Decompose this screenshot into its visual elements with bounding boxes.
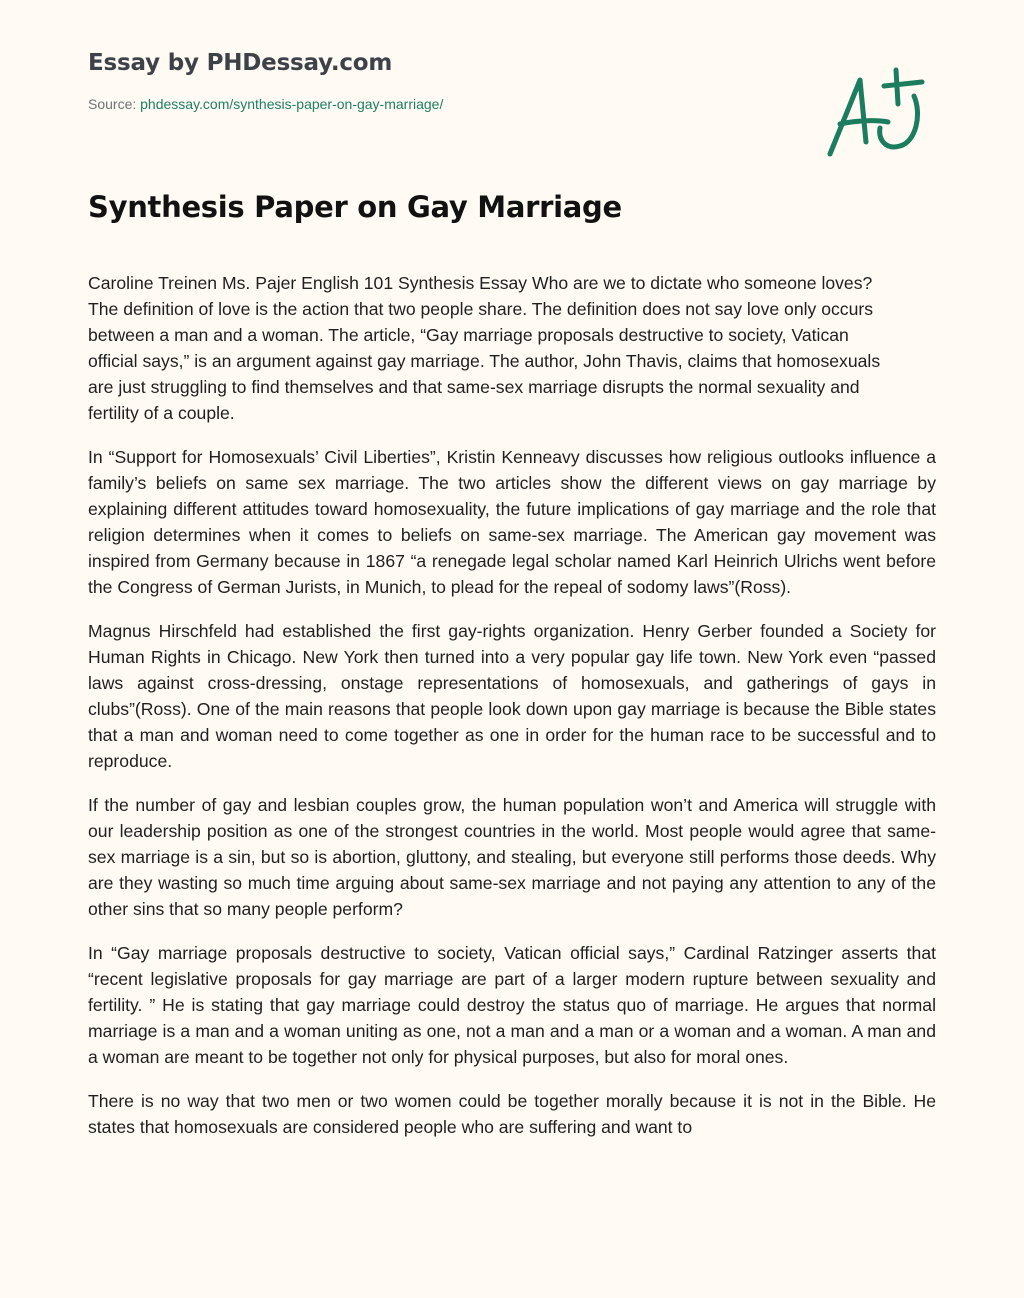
essay-paragraph: If the number of gay and lesbian couples grow, the human population won’t and America will struggle with our leadership position as one of the strongest countries in the world. Most people would agree that same-sex marriage is a sin, but so is abortion, gluttony, and stealing, but everyone still performs those deeds. Why are they wasting so much time arguing about same-sex marriage and not paying any attention to any of the other sins that so many people perform? [88, 795, 936, 919]
site-brand: Essay by PHDessay.com [88, 50, 393, 76]
a-plus-grade-icon [818, 62, 938, 162]
page-header [88, 50, 443, 112]
essay-body [88, 270, 936, 1158]
source-link[interactable]: phdessay.com/synthesis-paper-on-gay-marriage/ [140, 96, 444, 112]
source-label: Source: [88, 96, 141, 112]
essay-paragraph: Caroline Treinen Ms. Pajer English 101 Synthesis Essay Who are we to dictate who someone loves? The definition of love is the action that two people share. The definition does not say love only occurs between a man and a woman. The article, “Gay marriage proposals destructive to society, Vatican official says,” is an argument against gay marriage. The author, John Thavis, claims that homosexuals are just struggling to find themselves and that same-sex marriage disrupts the normal sexuality and fertility of a couple. [88, 273, 881, 423]
essay-paragraph: In “Gay marriage proposals destructive to society, Vatican official says,” Cardinal Ratzinger asserts that “recent legislative proposals for gay marriage are part of a larger modern rupture between sexuality and fertility. ” He is stating that gay marriage could destroy the status quo of marriage. He argues that normal marriage is a man and a woman uniting as one, not a man and a man or a woman and a woman. A man and a woman are meant to be together not only for physical purposes, but also for moral ones. [88, 943, 936, 1067]
page-title: Synthesis Paper on Gay Marriage [88, 190, 622, 224]
essay-paragraph: There is no way that two men or two women could be together morally because it is not in the Bible. He states that homosexuals are considered people who are suffering and want to [88, 1091, 936, 1137]
essay-paragraph: In “Support for Homosexuals’ Civil Liberties”, Kristin Kenneavy discusses how religious outlooks influence a family’s beliefs on same sex marriage. The two articles show the different views on gay marriage by explaining different attitudes toward homosexuality, the future implications of gay marriage and the role that religion determines when it comes to beliefs on same-sex marriage. The American gay movement was inspired from Germany because in 1867 “a renegade legal scholar named Karl Heinrich Ulrichs went before the Congress of German Jurists, in Munich, to plead for the repeal of sodomy laws”(Ross). [88, 447, 936, 597]
essay-paragraph: Magnus Hirschfeld had established the first gay-rights organization. Henry Gerber founded a Society for Human Rights in Chicago. New York then turned into a very popular gay life town. New York even “passed laws against cross-dressing, onstage representations of homosexuals, and gatherings of gays in clubs”(Ross). One of the main reasons that people look down upon gay marriage is because the Bible states that a man and woman need to come together as one in order for the human race to be successful and to reproduce. [88, 621, 936, 771]
source-line [88, 96, 443, 112]
